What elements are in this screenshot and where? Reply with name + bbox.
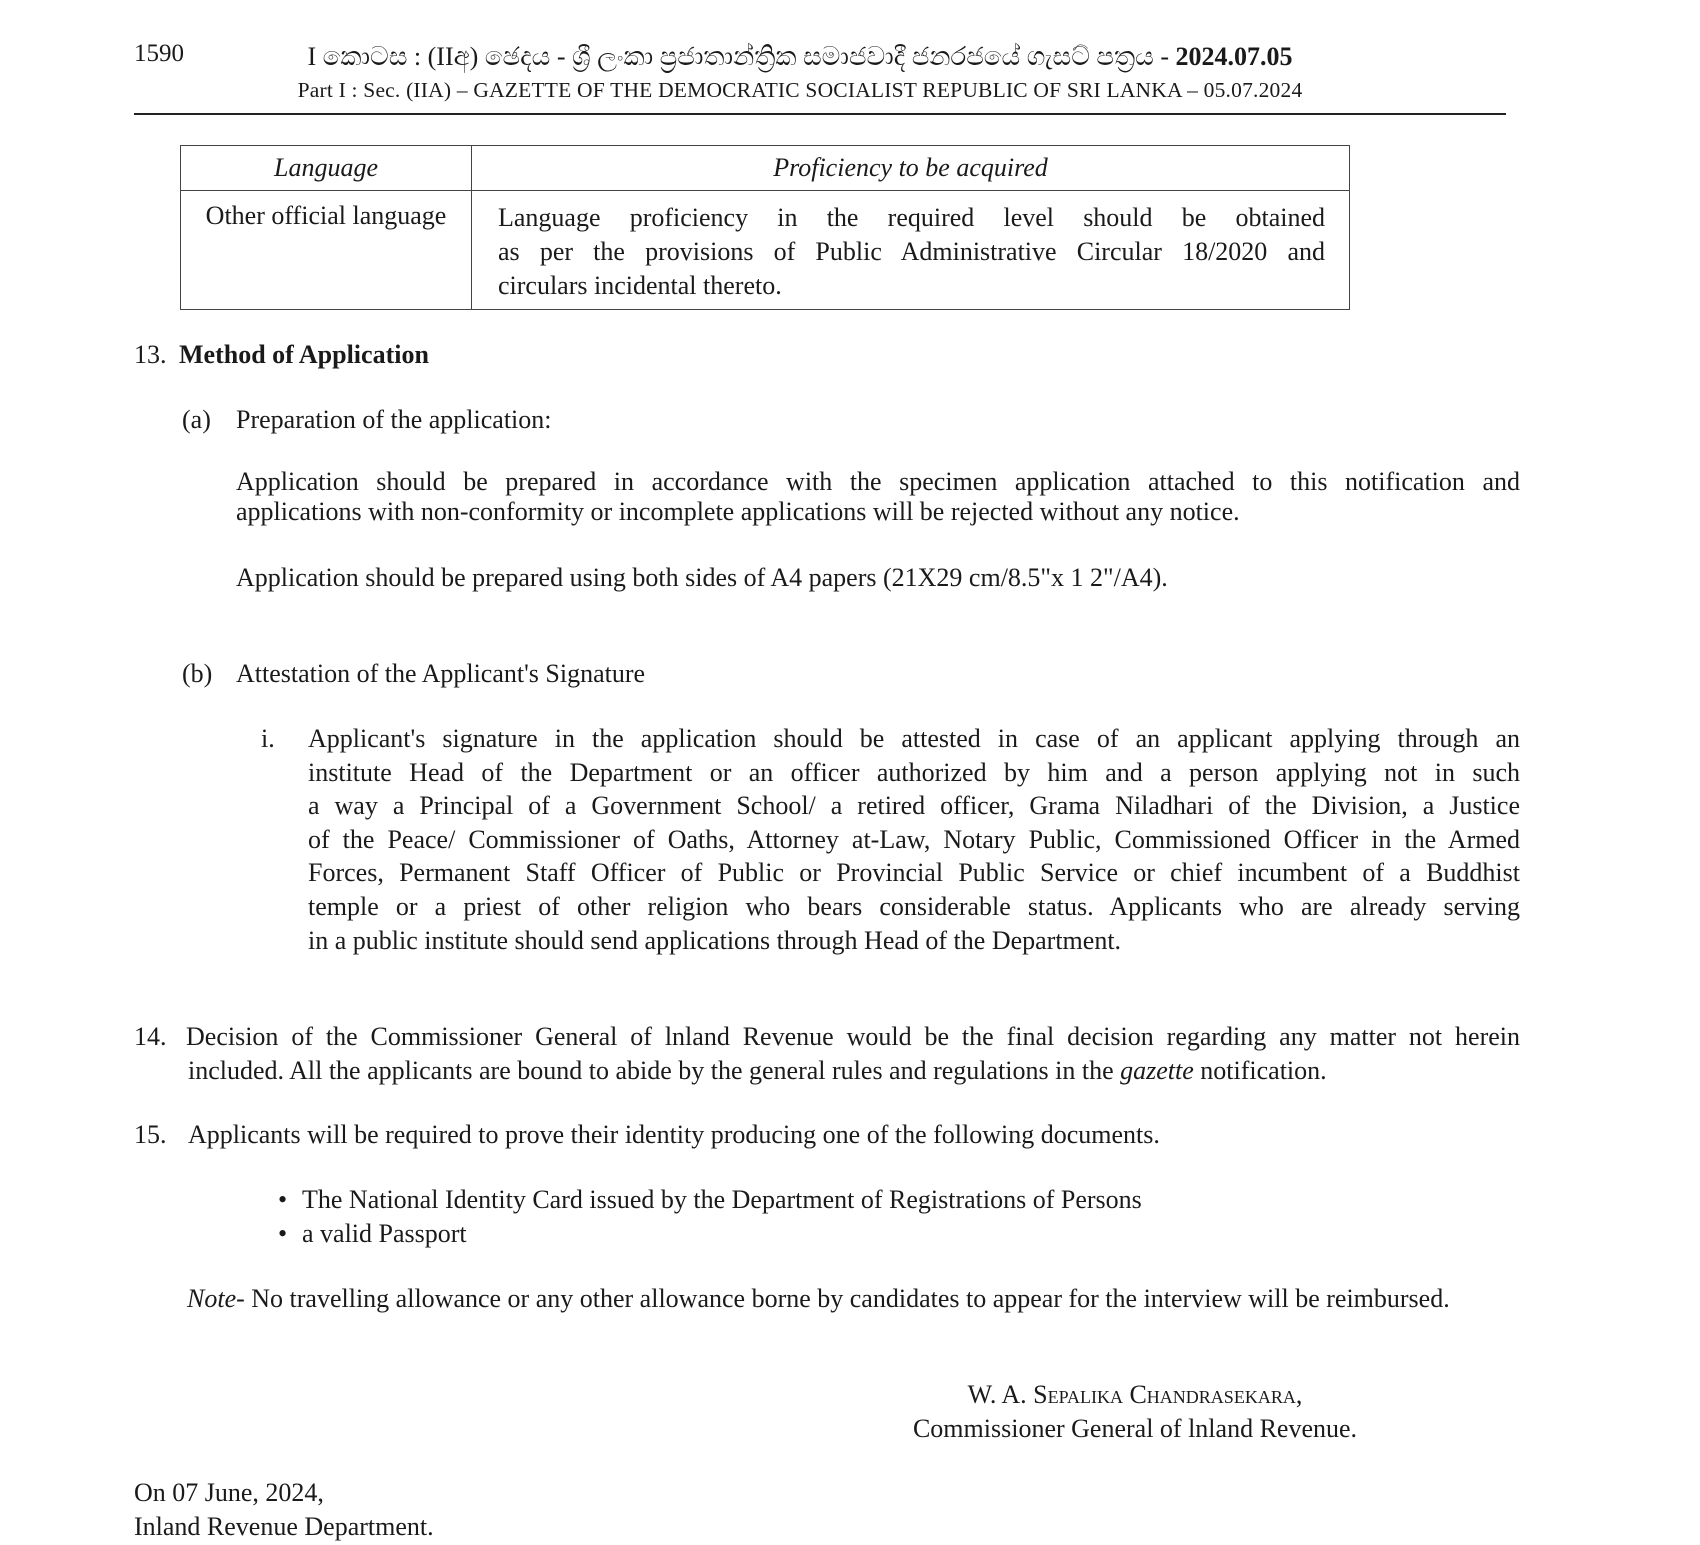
language-proficiency-table bbox=[180, 145, 1350, 310]
proficiency-line: as per the provisions of Public Administrative Circular 18/2020 and bbox=[498, 237, 1325, 266]
header-divider bbox=[134, 113, 1506, 115]
section-14-number: 14. bbox=[134, 1022, 167, 1051]
item-line: institute Head of the Department or an officer authorized by him and a person applying not in such bbox=[308, 758, 1520, 787]
list-item-text: The National Identity Card issued by the Department of Registrations of Persons bbox=[302, 1185, 1142, 1214]
item-line: a way a Principal of a Government School/ a retired officer, Grama Niladhari of the Division, a Justice bbox=[308, 791, 1520, 820]
subsection-b-label: (b) bbox=[182, 659, 213, 688]
note-label: Note bbox=[187, 1284, 237, 1313]
subsection-b-heading: Attestation of the Applicant's Signature bbox=[236, 659, 646, 688]
bullet-icon: • bbox=[278, 1185, 288, 1214]
list-item-text: a valid Passport bbox=[302, 1219, 467, 1248]
paragraph-line: Application should be prepared in accordance with the specimen application attached to this notification and bbox=[236, 467, 1520, 496]
bullet-icon: • bbox=[278, 1219, 288, 1248]
page-number: 1590 bbox=[134, 40, 184, 67]
item-line: in a public institute should send applications through Head of the Department. bbox=[308, 926, 1122, 955]
item-line: temple or a priest of other religion who bears considerable status. Applicants who are already serving bbox=[308, 892, 1520, 921]
table-row bbox=[181, 191, 1350, 310]
gazette-english-title: Part I : Sec. (IIA) – GAZETTE OF THE DEMOCRATIC SOCIALIST REPUBLIC OF SRI LANKA – 05.07.2024 bbox=[297, 78, 1303, 102]
table-cell-proficiency bbox=[472, 191, 1350, 310]
table-header-language: Language bbox=[181, 146, 472, 191]
signatory-name: W. A. Sepalika Chandrasekara, bbox=[967, 1380, 1303, 1409]
paragraph-line: applications with non-conformity or incomplete applications will be rejected without any notice. bbox=[236, 497, 1240, 526]
table-cell-language: Other official language bbox=[181, 191, 472, 310]
gazette-italic: gazette bbox=[1120, 1056, 1194, 1085]
table-header-row bbox=[181, 146, 1350, 191]
proficiency-line: Language proficiency in the required level should be obtained bbox=[498, 203, 1325, 232]
list-item bbox=[278, 1217, 467, 1251]
item-line: Forces, Permanent Staff Officer of Public or Provincial Public Service or chief incumbent of a Buddhist bbox=[308, 858, 1520, 887]
section-15-text: Applicants will be required to prove their identity producing one of the following documents. bbox=[188, 1120, 1160, 1149]
note bbox=[187, 1282, 1521, 1316]
section-15-number: 15. bbox=[134, 1120, 167, 1149]
subsection-a-heading: Preparation of the application: bbox=[236, 405, 552, 434]
section-14-text: included. All the applicants are bound to abide by the general rules and regulations in the bbox=[188, 1056, 1114, 1085]
section-number: 13. bbox=[134, 340, 167, 369]
section-14-line bbox=[188, 1054, 1327, 1088]
footer-date: On 07 June, 2024, bbox=[134, 1478, 324, 1507]
list-item bbox=[278, 1183, 1142, 1217]
section-13-heading bbox=[134, 338, 429, 372]
subsection-a-label: (a) bbox=[182, 405, 211, 434]
note-text: - No travelling allowance or any other allowance borne by candidates to appear for the interview will be reimbursed. bbox=[236, 1284, 1450, 1313]
section-14-text-end: notification. bbox=[1200, 1056, 1327, 1085]
footer-department: Inland Revenue Department. bbox=[134, 1512, 434, 1541]
paragraph: Application should be prepared using both sides of A4 papers (21X29 cm/8.5"x 1 2"/A4). bbox=[236, 563, 1168, 592]
item-line: Applicant's signature in the application should be attested in case of an applicant applying through an bbox=[308, 724, 1520, 753]
signatory-title: Commissioner General of lnland Revenue. bbox=[912, 1414, 1358, 1443]
item-line: of the Peace/ Commissioner of Oaths, Attorney at-Law, Notary Public, Commissioned Officer in the Armed bbox=[308, 825, 1520, 854]
proficiency-line: circulars incidental thereto. bbox=[498, 271, 782, 300]
sinhala-title-text: I කොටස : (IIඅ) ඡෙදය - ශ්‍රී ලංකා ප්‍රජාතාන්ත්‍රික සමාජවාදී ජනරජයේ ගැසට් පත්‍රය - bbox=[307, 42, 1169, 71]
table-header-proficiency: Proficiency to be acquired bbox=[472, 146, 1350, 191]
gazette-sinhala-title bbox=[180, 42, 1420, 73]
sinhala-title-date: 2024.07.05 bbox=[1175, 42, 1293, 71]
section-title: Method of Application bbox=[179, 340, 429, 369]
section-14-line: Decision of the Commissioner General of lnland Revenue would be the final decision regarding any matter not herein bbox=[186, 1022, 1520, 1051]
item-label: i. bbox=[261, 724, 275, 753]
